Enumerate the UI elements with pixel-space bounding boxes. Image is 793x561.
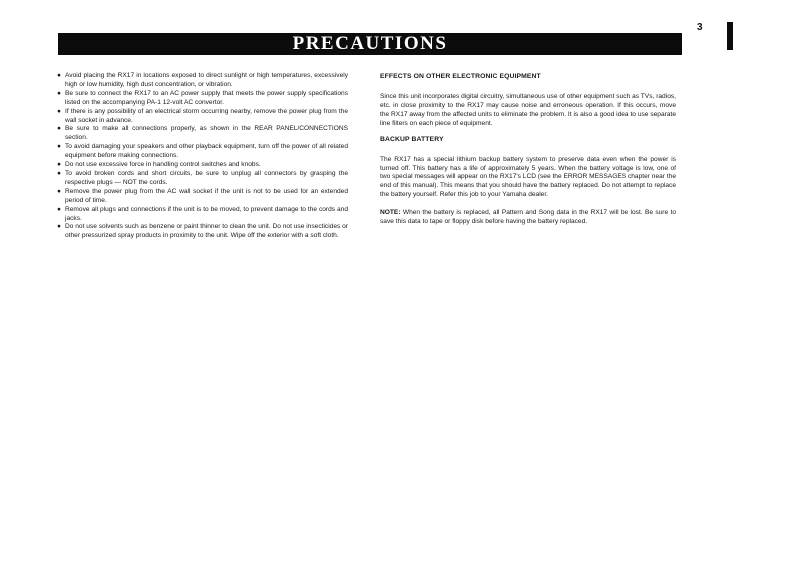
precaution-text: To avoid damaging your speakers and other playback equipment, turn off the power of all related equipment before making connections.: [65, 143, 348, 160]
bullet-icon: ●: [57, 107, 61, 115]
precaution-item: [58, 223, 348, 241]
precaution-text: Avoid placing the RX17 in locations exposed to direct sunlight or high temperatures, excessively high or low humidity, high dust concentration, or vibration.: [65, 72, 348, 88]
note-label: NOTE:: [380, 209, 401, 217]
precaution-item: [58, 188, 348, 206]
precaution-item: [58, 108, 348, 126]
bullet-icon: ●: [57, 125, 61, 133]
bullet-icon: ●: [57, 205, 61, 213]
precaution-text: Remove the power plug from the AC wall socket if the unit is not to be used for an extended period of time.: [65, 187, 348, 204]
precaution-text: To avoid broken cords and short circuits, be sure to unplug all connectors by grasping the respective plugs — NOT the cords.: [65, 169, 348, 186]
battery-note: [380, 209, 676, 227]
info-column: [380, 72, 676, 227]
precautions-list: [58, 72, 348, 241]
effects-heading: EFFECTS ON OTHER ELECTRONIC EQUIPMENT: [380, 73, 541, 80]
bullet-icon: ●: [57, 89, 61, 97]
precaution-text: Do not use excessive force in handling control switches and knobs.: [65, 161, 261, 169]
precaution-text: Be sure to connect the RX17 to an AC power supply that meets the power supply specifications listed on the accompanying PA-1 12-volt AC convertor.: [65, 89, 348, 106]
precaution-text: If there is any possibility of an electrical storm occurring nearby, remove the power plug from the wall socket in advance.: [65, 107, 348, 124]
effects-paragraph: Since this unit incorporates digital circuitry, simultaneous use of other equipment such as TVs, radios, etc. in close proximity to the RX17 may cause noise and erroneous operation. If this occurs, move the RX17 away from the affected units to eliminate the problem. It is also a good idea to use separate line filters on each piece of equipment.: [380, 93, 676, 127]
precaution-item: [58, 143, 348, 161]
bullet-icon: ●: [57, 187, 61, 195]
title-banner: [58, 33, 682, 55]
bullet-icon: ●: [57, 143, 61, 151]
precaution-item: [58, 90, 348, 108]
precaution-item: [58, 161, 348, 170]
page-title: PRECAUTIONS: [292, 33, 448, 54]
precaution-item: [58, 72, 348, 90]
precaution-item: [58, 125, 348, 143]
bullet-icon: ●: [57, 72, 61, 79]
page-edge-tab: [727, 22, 733, 50]
precaution-text: Do not use solvents such as benzene or paint thinner to clean the unit. Do not use insecticides or other pressurized spray products in proximity to the unit. Wipe off the exterior with a soft cloth.: [65, 223, 348, 240]
note-text: When the battery is replaced, all Pattern and Song data in the RX17 will be lost. Be sure to save this data to tape or floppy disk before having the battery replaced.: [380, 209, 676, 226]
bullet-icon: ●: [57, 161, 61, 169]
bullet-icon: ●: [57, 223, 61, 231]
precaution-text: Be sure to make all connections properly, as shown in the REAR PANEL/CONNECTIONS section.: [65, 125, 348, 142]
battery-heading: BACKUP BATTERY: [380, 135, 444, 143]
precaution-item: [58, 206, 348, 224]
precaution-item: [58, 170, 348, 188]
bullet-icon: ●: [57, 169, 61, 177]
precautions-column: [58, 72, 348, 241]
battery-paragraph: The RX17 has a special lithium backup battery system to preserve data even when the power is turned off. This battery has a life of approximately 5 years. When the battery voltage is low, one of two special messages will appear on the RX17's LCD (see the ERROR MESSAGES chapter near the end of this manual). This means that you should have the battery replaced. Do not attempt to replace the battery yourself. Refer this job to your Yamaha dealer.: [380, 155, 676, 199]
precaution-text: Remove all plugs and connections if the unit is to be moved, to prevent damage to the cords and jacks.: [65, 205, 348, 222]
page-number: 3: [697, 22, 703, 33]
